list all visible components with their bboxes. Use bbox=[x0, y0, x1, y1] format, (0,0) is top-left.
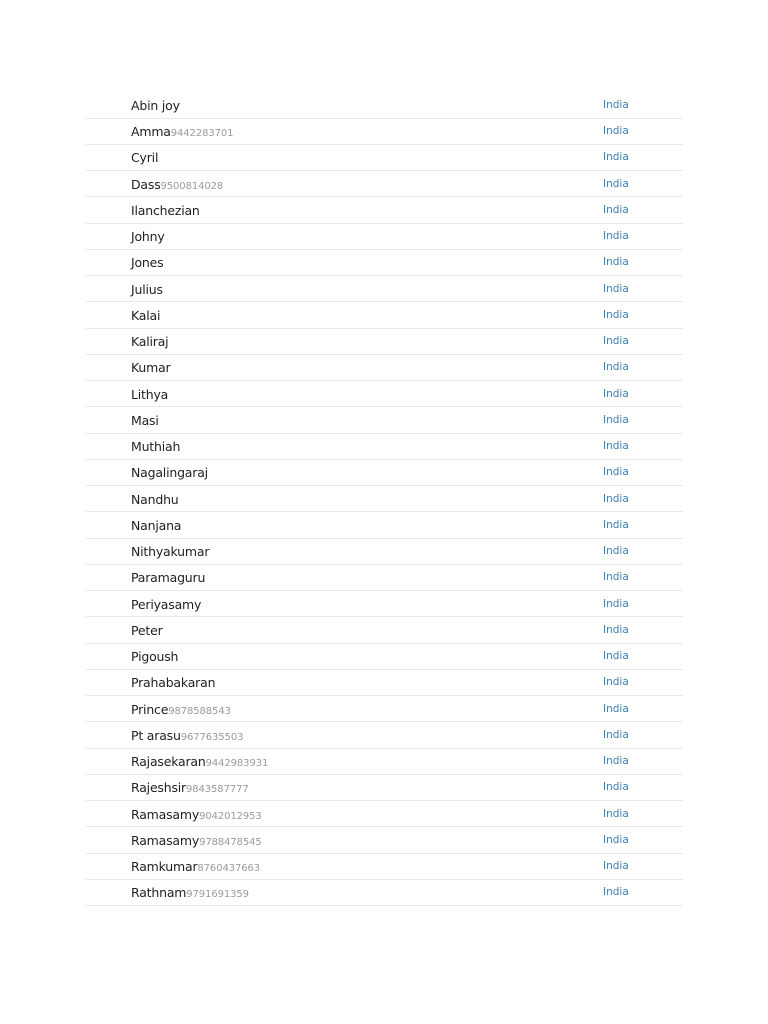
contact-name-cell bbox=[131, 832, 262, 848]
contact-country-link[interactable]: India bbox=[603, 754, 629, 767]
contact-row[interactable] bbox=[86, 617, 683, 643]
contact-country-link[interactable]: India bbox=[603, 387, 629, 400]
contact-phone: 9042012953 bbox=[199, 810, 262, 822]
contact-name: Masi bbox=[131, 412, 159, 428]
contact-name-cell bbox=[131, 359, 170, 375]
contact-country-link[interactable]: India bbox=[603, 833, 629, 846]
contact-name-cell bbox=[131, 202, 200, 218]
contact-row[interactable] bbox=[86, 355, 683, 381]
contact-country-link[interactable]: India bbox=[603, 203, 629, 216]
contact-name: Prince bbox=[131, 701, 169, 717]
contact-row[interactable] bbox=[86, 749, 683, 775]
contact-country-link[interactable]: India bbox=[603, 649, 629, 662]
contact-name: Nagalingaraj bbox=[131, 465, 208, 481]
contact-name-cell bbox=[131, 254, 163, 270]
contact-country-link[interactable]: India bbox=[603, 781, 629, 794]
contact-name: Kalai bbox=[131, 307, 161, 323]
contact-name: Rathnam bbox=[131, 885, 187, 901]
contact-name-cell bbox=[131, 491, 179, 507]
contact-phone: 9442983931 bbox=[205, 758, 269, 770]
contact-name-cell bbox=[131, 281, 163, 297]
contact-name: Ramasamy bbox=[131, 806, 200, 822]
contact-phone: 9677635503 bbox=[180, 731, 244, 743]
contact-country-link[interactable]: India bbox=[603, 413, 629, 426]
contact-name-cell bbox=[131, 517, 181, 533]
contact-row[interactable] bbox=[86, 197, 683, 223]
contact-row[interactable] bbox=[86, 827, 683, 853]
contact-name: Pigoush bbox=[131, 649, 179, 665]
contact-country-link[interactable]: India bbox=[603, 702, 629, 715]
contact-list bbox=[86, 92, 683, 906]
contact-name: Nanjana bbox=[131, 517, 182, 533]
contact-name: Kaliraj bbox=[131, 334, 169, 350]
contact-name-cell bbox=[131, 596, 201, 612]
contact-country-link[interactable]: India bbox=[603, 597, 629, 610]
contact-country-link[interactable]: India bbox=[603, 256, 629, 269]
contact-phone: 9788478545 bbox=[199, 836, 262, 848]
contact-row[interactable] bbox=[86, 381, 683, 407]
contact-name: Ramasamy bbox=[131, 832, 200, 848]
contact-name-cell bbox=[131, 806, 262, 822]
contact-name: Lithya bbox=[131, 386, 169, 402]
contact-country-link[interactable]: India bbox=[603, 98, 629, 111]
contact-name-cell bbox=[131, 333, 168, 349]
contact-name-cell bbox=[131, 176, 223, 192]
contact-country-link[interactable]: India bbox=[603, 229, 629, 242]
contact-name: Nithyakumar bbox=[131, 544, 210, 560]
contact-name: Prahabakaran bbox=[131, 675, 216, 691]
contact-row[interactable] bbox=[86, 329, 683, 355]
contact-row[interactable] bbox=[86, 880, 683, 906]
contact-row[interactable] bbox=[86, 854, 683, 880]
contact-phone: 9791691359 bbox=[186, 889, 249, 901]
contact-name-cell bbox=[131, 464, 208, 480]
contact-name-cell bbox=[131, 727, 243, 743]
contact-row[interactable] bbox=[86, 276, 683, 302]
contact-row[interactable] bbox=[86, 119, 683, 145]
contact-row[interactable] bbox=[86, 434, 683, 460]
contact-row[interactable] bbox=[86, 407, 683, 433]
contact-name: Rajeshsir bbox=[131, 780, 186, 796]
contact-phone: 8760437663 bbox=[197, 863, 261, 875]
contact-row[interactable] bbox=[86, 92, 683, 119]
contact-phone: 9500814028 bbox=[160, 180, 224, 192]
contact-name-cell bbox=[131, 97, 180, 113]
contact-country-link[interactable]: India bbox=[603, 544, 629, 557]
contact-country-link[interactable]: India bbox=[603, 807, 629, 820]
contact-name-cell bbox=[131, 622, 163, 638]
contact-name: Cyril bbox=[131, 150, 159, 166]
contact-row[interactable] bbox=[86, 801, 683, 827]
contact-name-cell bbox=[131, 412, 159, 428]
contact-country-link[interactable]: India bbox=[603, 334, 629, 347]
contact-row[interactable] bbox=[86, 145, 683, 171]
contact-name: Pt arasu bbox=[131, 727, 181, 743]
contact-country-link[interactable]: India bbox=[603, 571, 629, 584]
contact-name-cell bbox=[131, 753, 268, 769]
contact-name: Periyasamy bbox=[131, 596, 202, 612]
contact-country-link[interactable]: India bbox=[603, 623, 629, 636]
contact-country-link[interactable]: India bbox=[603, 439, 629, 452]
contact-row[interactable] bbox=[86, 775, 683, 801]
contact-phone: 9442283701 bbox=[170, 128, 234, 140]
contact-name: Ilanchezian bbox=[131, 202, 200, 218]
contact-country-link[interactable]: India bbox=[603, 676, 629, 689]
contact-name-cell bbox=[131, 569, 205, 585]
contact-name-cell bbox=[131, 228, 165, 244]
contact-name: Jones bbox=[131, 255, 164, 271]
contact-name: Paramaguru bbox=[131, 570, 206, 586]
contact-row[interactable] bbox=[86, 171, 683, 197]
contact-name-cell bbox=[131, 858, 260, 874]
contact-row[interactable] bbox=[86, 224, 683, 250]
contact-row[interactable] bbox=[86, 591, 683, 617]
contact-country-link[interactable]: India bbox=[603, 151, 629, 164]
contact-country-link[interactable]: India bbox=[603, 282, 629, 295]
contact-phone: 9878588543 bbox=[168, 705, 231, 717]
contact-country-link[interactable]: India bbox=[603, 124, 629, 137]
contact-phone: 9843587777 bbox=[186, 784, 249, 796]
contact-name-cell bbox=[131, 386, 168, 402]
contact-name: Julius bbox=[131, 281, 163, 297]
contact-name-cell bbox=[131, 149, 158, 165]
contact-country-link[interactable]: India bbox=[603, 177, 629, 190]
contact-name: Muthiah bbox=[131, 439, 181, 455]
contact-name-cell bbox=[131, 543, 209, 559]
contact-name: Abin joy bbox=[131, 97, 180, 113]
contact-row[interactable] bbox=[86, 512, 683, 538]
contact-name: Ramkumar bbox=[131, 859, 198, 875]
contact-row[interactable] bbox=[86, 565, 683, 591]
contact-name: Amma bbox=[131, 124, 171, 140]
contact-country-link[interactable]: India bbox=[603, 492, 629, 505]
contact-name-cell bbox=[131, 648, 178, 664]
contact-name: Nandhu bbox=[131, 491, 179, 507]
contact-country-link[interactable]: India bbox=[603, 859, 629, 872]
contact-row[interactable] bbox=[86, 460, 683, 486]
contact-row[interactable] bbox=[86, 722, 683, 748]
contact-name-cell bbox=[131, 884, 249, 900]
contact-name-cell bbox=[131, 123, 233, 139]
contact-country-link[interactable]: India bbox=[603, 361, 629, 374]
contact-name: Johny bbox=[131, 229, 165, 245]
contact-row[interactable] bbox=[86, 302, 683, 328]
contact-row[interactable] bbox=[86, 696, 683, 722]
contact-country-link[interactable]: India bbox=[603, 466, 629, 479]
contact-country-link[interactable]: India bbox=[603, 728, 629, 741]
contact-name-cell bbox=[131, 779, 249, 795]
contact-name: Dass bbox=[131, 176, 161, 192]
contact-row[interactable] bbox=[86, 644, 683, 670]
contact-name-cell bbox=[131, 307, 160, 323]
contact-country-link[interactable]: India bbox=[603, 518, 629, 531]
contact-row[interactable] bbox=[86, 539, 683, 565]
contact-name: Rajasekaran bbox=[131, 754, 206, 770]
contact-name-cell bbox=[131, 674, 215, 690]
contact-name-cell bbox=[131, 701, 231, 717]
contact-country-link[interactable]: India bbox=[603, 308, 629, 321]
contact-name: Peter bbox=[131, 622, 163, 638]
contact-row[interactable] bbox=[86, 250, 683, 276]
contact-name-cell bbox=[131, 438, 180, 454]
contact-row[interactable] bbox=[86, 670, 683, 696]
contact-name: Kumar bbox=[131, 360, 171, 376]
contact-country-link[interactable]: India bbox=[603, 886, 629, 899]
contact-row[interactable] bbox=[86, 486, 683, 512]
